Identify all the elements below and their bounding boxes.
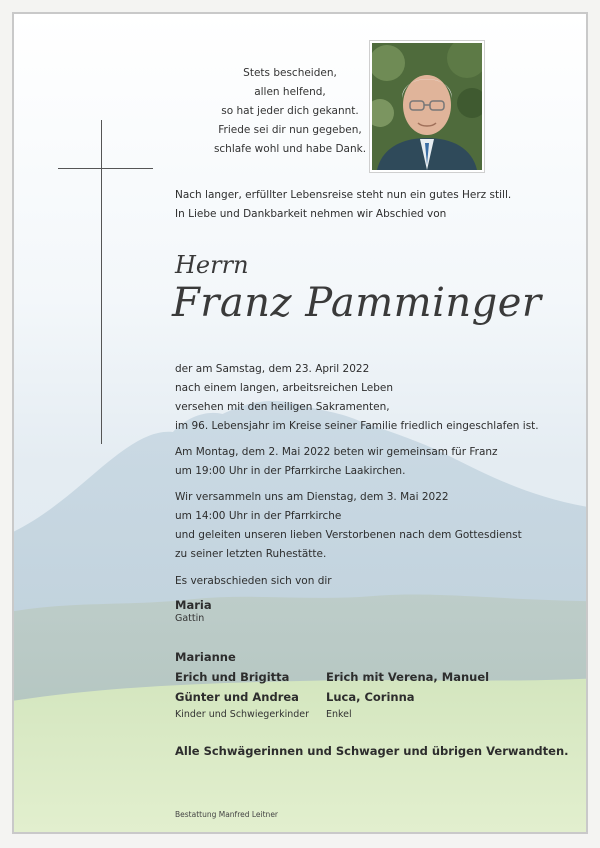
grandchild-name: Luca, Corinna xyxy=(326,690,415,704)
funeral-line: und geleiten unseren lieben Verstorbenen nach dem Gottesdienst xyxy=(175,529,522,541)
grandchild-name: Erich mit Verena, Manuel xyxy=(326,670,490,684)
funeral-home: Bestattung Manfred Leitner xyxy=(175,810,279,819)
children-role: Kinder und Schwiegerkinder xyxy=(175,709,310,720)
child-name: Marianne xyxy=(175,650,236,664)
intro-line: In Liebe und Dankbarkeit nehmen wir Abschied von xyxy=(175,208,447,220)
spouse-role: Gattin xyxy=(175,613,205,624)
child-name: Günter und Andrea xyxy=(175,690,299,704)
funeral-line: zu seiner letzten Ruhestätte. xyxy=(175,548,327,560)
detail-line: im 96. Lebensjahr im Kreise seiner Familie friedlich eingeschlafen ist. xyxy=(175,420,539,432)
funeral-line: Wir versammeln uns am Dienstag, dem 3. Mai 2022 xyxy=(175,491,449,503)
spouse-name: Maria xyxy=(175,598,212,612)
portrait-photo xyxy=(370,41,484,172)
funeral-line: um 14:00 Uhr in der Pfarrkirche xyxy=(175,510,342,522)
detail-line: nach einem langen, arbeitsreichen Leben xyxy=(175,382,394,394)
obituary-sheet xyxy=(12,12,588,834)
poem-line: Friede sei dir nun gegeben, xyxy=(218,124,362,136)
prayer-line: Am Montag, dem 2. Mai 2022 beten wir gemeinsam für Franz xyxy=(175,446,498,458)
poem-line: schlafe wohl und habe Dank. xyxy=(213,143,367,155)
child-name: Erich und Brigitta xyxy=(175,670,290,684)
detail-line: versehen mit den heiligen Sakramenten, xyxy=(175,401,390,413)
poem-line: allen helfend, xyxy=(254,86,326,98)
deceased-title: Herrn xyxy=(175,251,249,279)
intro-line: Nach langer, erfüllter Lebensreise steht nun ein gutes Herz still. xyxy=(175,189,512,201)
poem-line: so hat jeder dich gekannt. xyxy=(221,105,359,117)
poem-line: Stets bescheiden, xyxy=(243,67,337,79)
deceased-name: Franz Pamminger xyxy=(172,280,542,326)
poem xyxy=(200,64,380,159)
relatives-line: Alle Schwägerinnen und Schwager und übrigen Verwandten. xyxy=(175,744,569,758)
cross-horizontal-bar xyxy=(58,168,153,169)
grandchildren-role: Enkel xyxy=(326,709,352,720)
mourners-heading: Es verabschieden sich von dir xyxy=(175,575,332,587)
detail-line: der am Samstag, dem 23. April 2022 xyxy=(175,363,370,375)
prayer-line: um 19:00 Uhr in der Pfarrkirche Laakirchen. xyxy=(175,465,406,477)
